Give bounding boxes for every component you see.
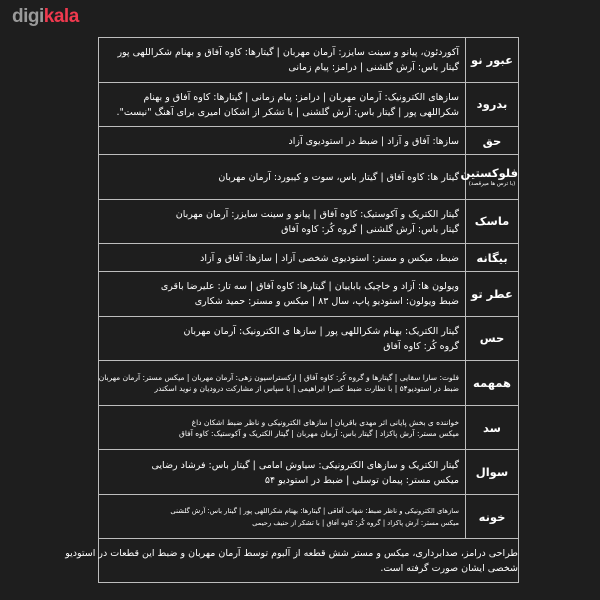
track-credit-line: ویولون ها: آزاد و خاچیک باباییان | گیتارها: کاوه آفاق | سه تار: علیرضا باقری [160, 281, 459, 293]
track-name-cell [466, 361, 519, 406]
track-credits-cell [99, 155, 466, 200]
track-credit-line: سازهای الکترونیکی و ناظر ضبط: شهاب آفاقی | گیتارها: بهنام شکراللهی پور | گیتار باس: آرش گلشنی [170, 507, 459, 516]
track-name: عبور نو [471, 52, 513, 67]
track-name-cell [466, 316, 519, 361]
track-credit-line: میکس مستر: آرش پاکزاد | گیتار باس: آرمان مهربان | گیتار الکتریک و آکوستیک: کاوه آفاق [179, 429, 459, 439]
track-credit-line: شکراللهی پور | گیتار باس: آرش گلشنی | با تشکر از اشکان امیری برای آهنگ "نیست". [116, 106, 459, 118]
track-name-cell [466, 405, 519, 450]
track-credits-cell [99, 405, 466, 450]
track-credits-cell [99, 494, 466, 539]
track-name-cell [466, 272, 519, 317]
track-name-cell [466, 494, 519, 539]
track-name-cell [466, 82, 519, 127]
track-credits-cell [99, 450, 466, 495]
track-credit-line: میکس مستر: آرش پاکزاد | گروه کُر: کاوه آفاق | با تشکر از حنیف رحیمی [252, 519, 459, 528]
footer-note-line: طراحی درامز، صدابرداری، میکس و مستر شش قطعه از آلبوم توسط آرمان مهربان و ضبط این قطعات در استودیو [65, 547, 518, 559]
track-row [99, 405, 519, 450]
track-name: عطر تو [471, 286, 513, 301]
track-name: خونه [478, 509, 506, 524]
track-row [99, 361, 519, 406]
track-name: بیگانه [476, 250, 508, 265]
track-name: حق [482, 133, 502, 148]
track-row [99, 38, 519, 83]
track-credits-cell [99, 127, 466, 155]
track-credit-line: گروه کُر: کاوه آفاق [383, 340, 459, 352]
track-credit-line: گیتار باس: آرش گلشنی | گروه کُر: کاوه آفاق [281, 223, 459, 235]
track-row [99, 199, 519, 244]
track-credit-line: گیتار الکتریک: بهنام شکراللهی پور | سازها ی الکترونیک: آرمان مهربان [183, 325, 459, 337]
track-row [99, 82, 519, 127]
track-credit-line: ضبط ویولون: استودیو پاپ، سال ۸۳ | میکس و مستر: حمید شکاری [194, 296, 459, 308]
track-credits-cell [99, 361, 466, 406]
track-credit-line: آکوردئون، پیانو و سینت سایزر: آرمان مهربان | گیتارها: کاوه آفاق و بهنام شکراللهی پور [117, 47, 459, 59]
track-credit-line: گیتار الکتریک و سازهای الکترونیکی: سیاوش امامی | گیتار باس: فرشاد رضایی [151, 459, 459, 471]
track-name: سد [483, 420, 501, 435]
track-credit-line: میکس مستر: پیمان توسلی | ضبط در استودیو ۵۴ [264, 474, 459, 486]
brand-logo-part1: digi [12, 6, 44, 27]
brand-logo[interactable] [12, 6, 79, 28]
track-name-cell [460, 155, 519, 200]
track-credit-line: خواننده ی بخش پایانی اثر مهدی باقریان | سازهای الکترونیکی و ناظر ضبط اشکان داغ [191, 417, 459, 427]
track-row [99, 272, 519, 317]
track-credit-line: گیتار باس: آرش گلشنی | درامز: پیام زمانی [288, 62, 459, 74]
track-credit-line: گیتار الکتریک و آکوستیک: کاوه آفاق | پیانو و سینت سایزر: آرمان مهربان [175, 208, 459, 220]
track-name: ماسک [474, 214, 510, 229]
brand-logo-part2: kala [43, 6, 79, 27]
track-name-cell [466, 127, 519, 155]
track-credits-cell [99, 38, 466, 83]
track-name-cell [466, 244, 519, 272]
footer-note [65, 539, 519, 583]
track-row [99, 244, 519, 272]
track-credits-cell [99, 272, 466, 317]
track-row [99, 155, 519, 200]
track-row [99, 316, 519, 361]
track-credit-line: ضبط، میکس و مستر: استودیوی شخصی آزاد | سازها: آفاق و آزاد [200, 252, 459, 264]
track-row [99, 127, 519, 155]
footer-note-line: شخصی ایشان صورت گرفته است. [380, 562, 518, 574]
track-credits-cell [99, 316, 466, 361]
track-credits-cell [99, 82, 466, 127]
footer-row [99, 539, 519, 583]
track-credit-line: ضبط در استودیو۵۴ | با نظارت ضبط کسرا ابراهیمی | با سپاس از مشارکت درودیان و نوید اسکندر [154, 384, 459, 394]
track-credit-line: گیتار ها: کاوه آفاق | گیتار باس، سوت و کیبورد: آرمان مهربان [218, 171, 459, 183]
track-credits-cell [99, 244, 466, 272]
track-credits-cell [99, 199, 466, 244]
track-row [99, 450, 519, 495]
track-name: بدرود [476, 97, 508, 112]
track-name-subtitle: (با ترس ها میرقصد) [468, 180, 516, 187]
track-row [99, 494, 519, 539]
track-credit-line: سازها: آفاق و آزاد | ضبط در استودیوی آزاد [288, 135, 459, 147]
track-credit-line: فلوت: سارا سقایی | گیتارها و گروه کُر: کاوه آفاق | ارکستراسیون زهی: آرمان مهربان | میکس مستر: آرمان مهربان [98, 372, 459, 382]
track-credit-line: سازهای الکترونیک: آرمان مهربان | درامز: پیام زمانی | گیتارها: کاوه آفاق و بهنام [143, 91, 459, 103]
credits-table [65, 37, 519, 583]
track-name: حس [479, 331, 505, 346]
track-name: سوال [475, 465, 509, 480]
track-name-cell [466, 38, 519, 83]
track-name-cell [466, 450, 519, 495]
track-name-cell [466, 199, 519, 244]
track-name: فلوکستین [460, 165, 518, 180]
track-name: همهمه [473, 375, 511, 390]
